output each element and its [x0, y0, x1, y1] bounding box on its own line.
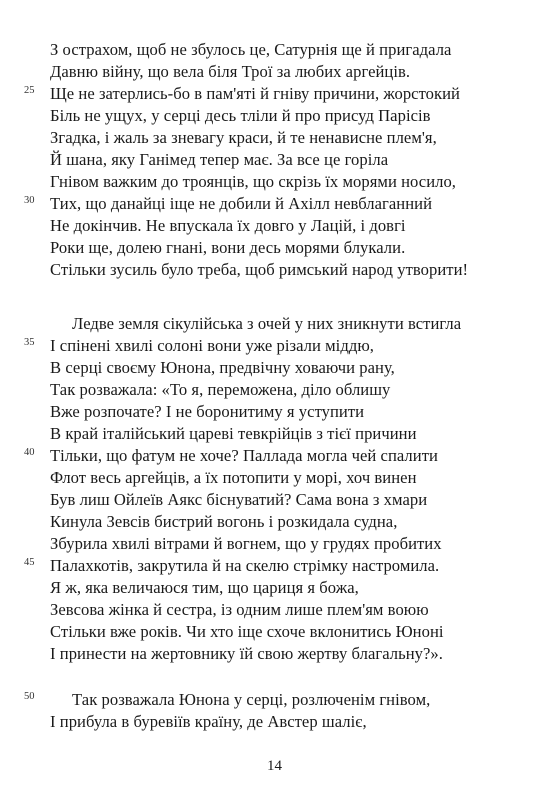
verse-line: І спінені хвилі солоні вони уже різали міддю,: [50, 336, 374, 355]
line-number: 45: [24, 557, 35, 568]
line-number: 40: [24, 447, 35, 458]
verse-line: Стільки вже років. Чи хто іще схоче вклонитись Юноні: [50, 622, 444, 641]
verse-line: Давню війну, що вела біля Трої за любих аргейців.: [50, 62, 411, 81]
verse-line: Флот весь аргейців, а їх потопити у морі, хоч винен: [50, 468, 417, 487]
verse-line: Вже розпочате? І не боронитиму я уступити: [50, 402, 365, 421]
verse-line: Гнівом важким до троянців, що скрізь їх морями носило,: [50, 172, 456, 191]
verse-line: Збурила хвилі вітрами й вогнем, що у грудях пробитих: [50, 534, 442, 553]
verse-line: Так розважала Юнона у серці, розлюченім гнівом,: [72, 690, 431, 709]
verse-line: Ледве земля сікулійська з очей у них зникнути встигла: [72, 314, 462, 333]
verse-line: Й шана, яку Ганімед тепер має. За все це горіла: [50, 150, 389, 169]
verse-line: Ще не затерлись-бо в пам'яті й гніву причини, жорстокий: [50, 84, 460, 103]
verse-line: І принести на жертовнику їй свою жертву благальну?».: [50, 644, 443, 663]
verse-line: В край італійський цареві тевкрійців з тієї причини: [50, 424, 417, 443]
verse-line: Тільки, що фатум не хоче? Паллада могла чей спалити: [50, 446, 438, 465]
verse-line: Стільки зусиль було треба, щоб римський народ утворити!: [50, 260, 469, 279]
page-number: 14: [267, 758, 282, 774]
verse-line: Згадка, і жаль за зневагу краси, й те ненависне плем'я,: [50, 128, 437, 147]
verse-line: Був лиш Ойлеїв Аякс біснуватий? Сама вона з хмари: [50, 490, 428, 509]
verse-line: Тих, що данайці іще не добили й Ахілл невблаганний: [50, 194, 433, 213]
line-number: 30: [24, 195, 35, 206]
verse-line: І прибула в буревіїв країну, де Австер шаліє,: [50, 712, 367, 731]
verse-line: Біль не ущух, у серці десь тліли й про присуд Парісів: [50, 106, 431, 125]
verse-line: Роки ще, долею гнані, вони десь морями блукали.: [50, 238, 406, 257]
verse-line: Палахкотів, закрутила й на скелю стрімку настромила.: [50, 556, 440, 575]
verse-line: Зевсова жінка й сестра, із одним лише плем'ям воюю: [50, 600, 429, 619]
verse-line: З острахом, щоб не збулось це, Сатурнія ще й пригадала: [50, 40, 452, 59]
verse-line: Не докінчив. Не впускала їх довго у Лацій, і довгі: [50, 216, 406, 235]
verse-line: Я ж, яка величаюся тим, що цариця я божа,: [50, 578, 359, 597]
verse-line: Так розважала: «То я, переможена, діло облишу: [50, 380, 391, 399]
line-number: 50: [24, 691, 35, 702]
verse-line: Кинула Зевсів бистрий вогонь і розкидала судна,: [50, 512, 398, 531]
line-number: 35: [24, 337, 35, 348]
line-number: 25: [24, 85, 35, 96]
verse-line: В серці своєму Юнона, предвічну ховаючи рану,: [50, 358, 395, 377]
